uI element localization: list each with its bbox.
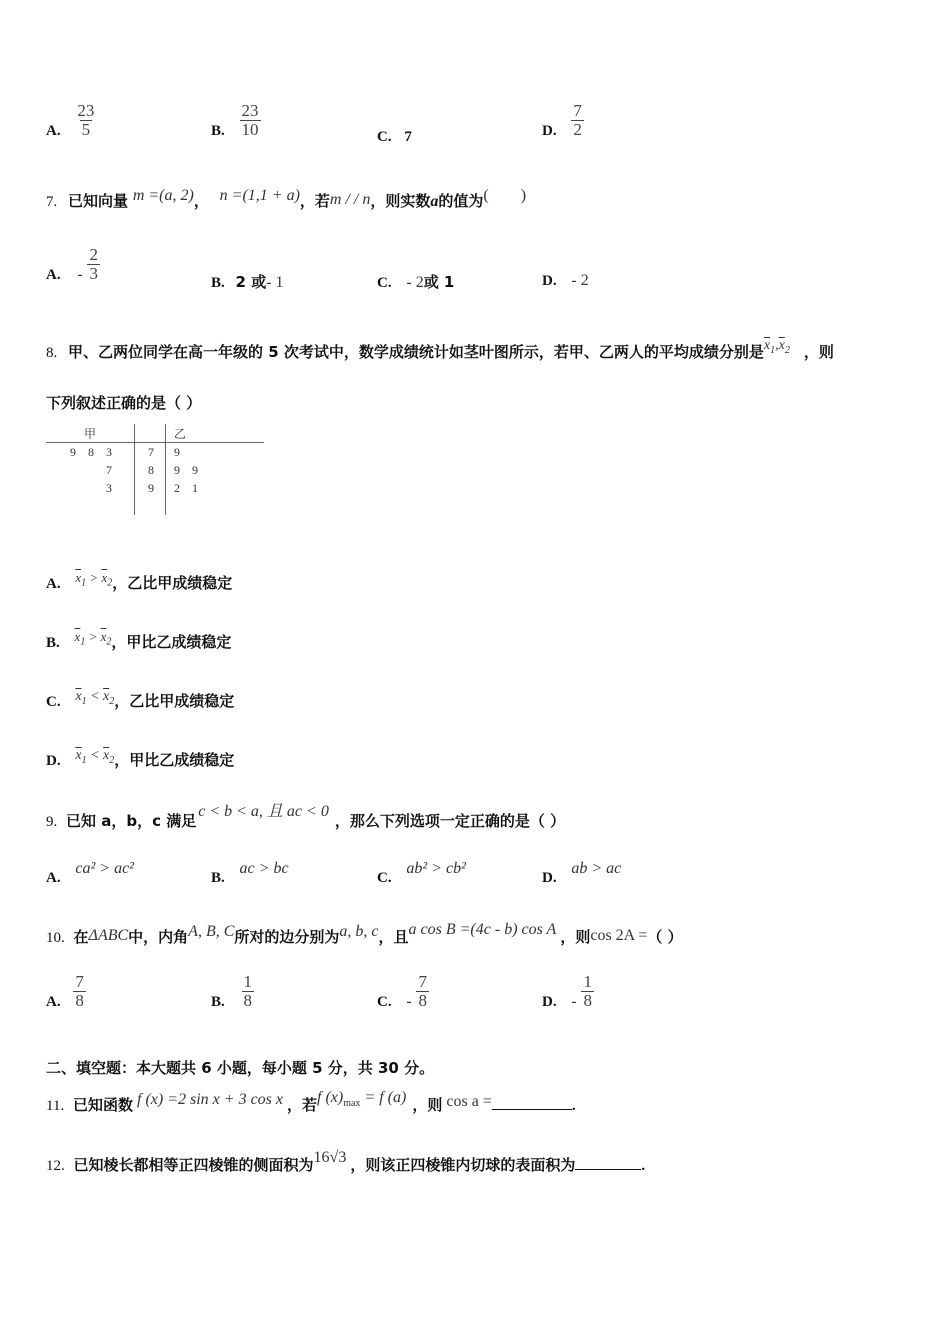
question-text: ，则 [560, 928, 591, 946]
question-number: 11. [46, 1098, 65, 1114]
stem: 8 [137, 461, 166, 479]
denominator: 8 [583, 991, 592, 1010]
left-leaves: 3 [106, 480, 112, 495]
question-text: ，那么下列选项一定正确的是（ ） [334, 812, 566, 830]
section-title: 二、填空题：本大题共 6 小题，每小题 5 分，共 30 分。 [46, 1059, 435, 1077]
q10-option-c [377, 973, 429, 1010]
question-number: 8. [46, 345, 58, 361]
subscript-max: max [343, 1098, 361, 1110]
q10-stem [46, 921, 683, 947]
math-fmax [317, 1089, 407, 1110]
math-angles: A, B, C [188, 923, 235, 940]
option-label: C. [377, 993, 392, 1010]
math-condition: m / / n [329, 191, 371, 208]
option-text: ，甲比乙成绩稳定 [114, 751, 235, 769]
answer-blank[interactable] [492, 1109, 572, 1110]
question-number: 7. [46, 194, 58, 210]
math-comma: , [775, 338, 779, 353]
math-x1: $\overline{x}$ [763, 338, 771, 353]
math-x1: $\overline{x}$ [75, 570, 82, 585]
option-label: A. [46, 870, 61, 886]
minus-sign: - [571, 992, 577, 1010]
option-math: ac > bc [239, 860, 289, 877]
q7-option-a [46, 246, 100, 283]
question-text: 的值为 [438, 192, 484, 210]
subscript: 2 [784, 344, 790, 356]
option-value: 或 1 [423, 273, 455, 291]
subscript: 1 [81, 695, 87, 707]
q7-option-c [377, 271, 454, 292]
math-variable: a [430, 193, 439, 210]
spacer [137, 497, 166, 515]
option-label: A. [46, 122, 61, 139]
denominator: 5 [81, 120, 91, 139]
math-ask: cos a = [446, 1093, 492, 1110]
question-text: ，且 [378, 928, 409, 946]
question-text: ，则该正四棱锥内切球的表面积为 [350, 1156, 576, 1174]
q6-option-a [46, 102, 96, 139]
q9-stem [46, 803, 566, 831]
option-label: B. [211, 122, 225, 139]
question-text: 已知棱长都相等正四棱锥的侧面积为 [73, 1156, 314, 1174]
q8-option-d [46, 749, 234, 772]
question-number: 12. [46, 1158, 65, 1174]
option-label: D. [542, 870, 557, 886]
denominator: 3 [89, 264, 98, 283]
q7-stem [46, 187, 527, 211]
q9-option-a [46, 860, 134, 887]
subscript: 2 [109, 695, 115, 707]
math-compare [75, 570, 113, 589]
option-label: A. [46, 576, 61, 592]
right-leaves: 2 1 [174, 480, 198, 495]
spacer [46, 497, 135, 515]
option-label: B. [211, 870, 225, 886]
q10-option-d [542, 973, 594, 1010]
fraction [571, 102, 584, 139]
math-vector-n: n =(1,1 + a) [219, 187, 300, 204]
stem-leaf-header [46, 424, 264, 443]
math-x1: $\overline{x}$ [74, 629, 81, 644]
numerator: 2 [89, 245, 98, 264]
math-area: 16√3 [313, 1149, 347, 1166]
question-text: 中，内角 [128, 928, 189, 946]
q8-option-c [46, 690, 234, 713]
question-text: 所对的边分别为 [234, 928, 340, 946]
relation: > [88, 629, 98, 644]
question-text: 已知向量 [68, 192, 129, 210]
right-leaves: 9 9 [174, 462, 198, 477]
q8-option-b [46, 631, 231, 654]
option-label: D. [542, 993, 557, 1010]
option-value-math: - 2 [406, 274, 424, 291]
stem-leaf-table [46, 424, 264, 515]
subscript: 1 [770, 344, 776, 356]
option-label: B. [211, 275, 225, 291]
fraction [240, 102, 261, 139]
question-text: ，则 [803, 343, 834, 361]
q9-option-d [542, 860, 622, 887]
relation: < [90, 689, 100, 704]
numerator: 23 [241, 101, 259, 120]
option-label: C. [46, 694, 61, 710]
relation: < [90, 748, 100, 763]
fraction [242, 973, 255, 1010]
left-leaves: 9 8 3 [70, 444, 112, 459]
option-label: B. [46, 635, 60, 651]
math-x1: $\overline{x}$ [75, 689, 82, 704]
question-text: 已知 a，b，c 满足 [66, 812, 197, 830]
q9-option-c [377, 860, 466, 887]
fraction [75, 102, 96, 139]
spacer [166, 497, 265, 515]
option-text: ，甲比乙成绩稳定 [111, 633, 232, 651]
math-equation: a cos B =(4c - b) cos A [408, 921, 557, 938]
q6-option-c [377, 127, 412, 146]
stem-leaf-row [46, 461, 264, 479]
question-number: 10. [46, 930, 65, 946]
math-vector-m: m =(a, 2) [132, 187, 194, 204]
question-text: ，则实数 [370, 192, 431, 210]
denominator: 8 [243, 991, 253, 1010]
option-value-math: - 1 [266, 274, 284, 291]
option-label: C. [377, 275, 392, 291]
answer-blank[interactable] [575, 1169, 641, 1170]
option-label: D. [46, 753, 61, 769]
math-x2: $\overline{x}$ [101, 570, 108, 585]
subscript: 1 [81, 754, 87, 766]
q7-option-d [542, 271, 589, 290]
stem: 9 [137, 479, 166, 497]
option-label: D. [542, 122, 557, 139]
question-text: 已知函数 [72, 1096, 133, 1114]
subscript: 1 [80, 636, 86, 648]
option-value: 2 或 [235, 273, 267, 291]
stem-leaf-row [46, 497, 264, 515]
math-means [763, 338, 790, 356]
option-label: C. [377, 870, 392, 886]
right-leaves: 9 [174, 444, 180, 459]
period: . [571, 1098, 576, 1114]
math-fa: = f (a) [364, 1089, 407, 1106]
math-fx: f (x) [317, 1089, 344, 1106]
q8-stem-line2: 下列叙述正确的是（ ） [46, 394, 202, 412]
q10-option-a [46, 973, 86, 1010]
option-label: B. [211, 993, 225, 1010]
question-text: 在 [73, 928, 89, 946]
option-label: C. [377, 129, 392, 145]
denominator: 8 [75, 991, 84, 1010]
q12-stem [46, 1149, 646, 1175]
numerator: 1 [583, 972, 592, 991]
math-x2: $\overline{x}$ [100, 629, 107, 644]
option-text: ，乙比甲成绩稳定 [114, 692, 235, 710]
stem-leaf-row [46, 479, 264, 497]
period: . [641, 1158, 646, 1174]
q7-option-b [211, 271, 284, 292]
question-text: 甲、乙两位同学在高一年级的 5 次考试中，数学成绩统计如茎叶图所示，若甲、乙两人的平均成绩分别是 [68, 343, 764, 361]
q8-option-a [46, 572, 232, 595]
fraction [73, 973, 86, 1010]
subscript: 2 [106, 636, 112, 648]
question-number: 9. [46, 814, 58, 830]
option-math: ab > ac [571, 860, 622, 877]
stem-leaf-row [46, 443, 264, 462]
fraction [581, 973, 594, 1010]
math-function: f (x) =2 sin x + 3 cos x [137, 1091, 283, 1108]
denominator: 8 [418, 991, 427, 1010]
stem-header [137, 424, 166, 443]
fraction [87, 246, 100, 283]
option-text: ，乙比甲成绩稳定 [112, 574, 233, 592]
question-text: ，若 [287, 1096, 318, 1114]
question-text: ， [193, 192, 209, 210]
math-triangle: ΔABC [88, 927, 129, 944]
q8-stem-line1 [46, 338, 834, 364]
left-leaves: 7 [106, 462, 112, 477]
math-ask: cos 2A = [590, 927, 648, 944]
math-compare [75, 748, 115, 766]
math-sides: a, b, c [339, 923, 379, 940]
option-value-math: - 2 [571, 272, 589, 289]
subscript: 2 [109, 754, 115, 766]
numerator: 1 [243, 972, 253, 991]
option-math: ca² > ac² [75, 860, 134, 877]
math-x1: $\overline{x}$ [75, 748, 82, 763]
subscript: 1 [81, 577, 87, 589]
math-compare [74, 629, 112, 648]
minus-sign: - [77, 265, 83, 283]
q9-option-b [211, 860, 289, 887]
numerator: 7 [75, 972, 84, 991]
option-label: A. [46, 266, 61, 283]
q6-option-b [211, 102, 261, 139]
question-text: ，则 [412, 1096, 443, 1114]
math-condition: c < b < a, 且 ac < 0 [198, 803, 329, 820]
denominator: 10 [241, 120, 259, 139]
stem: 7 [137, 443, 166, 462]
numerator: 7 [418, 972, 427, 991]
stem-leaf-plot [46, 424, 264, 515]
answer-paren: ( ) [483, 187, 527, 204]
math-compare [75, 689, 115, 707]
option-label: D. [542, 273, 557, 289]
math-x2: $\overline{x}$ [103, 748, 110, 763]
header-yi: 乙 [166, 424, 265, 443]
relation: > [89, 570, 99, 585]
numerator: 7 [573, 101, 582, 120]
denominator: 2 [573, 120, 582, 139]
question-text: （ ） [647, 928, 683, 946]
q11-stem [46, 1089, 576, 1117]
fraction [416, 973, 429, 1010]
option-value: 7 [404, 129, 412, 145]
q6-option-d [542, 102, 584, 139]
header-jia: 甲 [46, 424, 135, 443]
q10-option-b [211, 973, 254, 1010]
question-text: ，若 [299, 192, 330, 210]
subscript: 2 [107, 577, 113, 589]
option-math: ab² > cb² [406, 860, 466, 877]
math-x2: $\overline{x}$ [778, 338, 785, 353]
math-x2: $\overline{x}$ [103, 689, 110, 704]
option-label: A. [46, 993, 61, 1010]
numerator: 23 [77, 101, 95, 120]
minus-sign: - [406, 992, 412, 1010]
